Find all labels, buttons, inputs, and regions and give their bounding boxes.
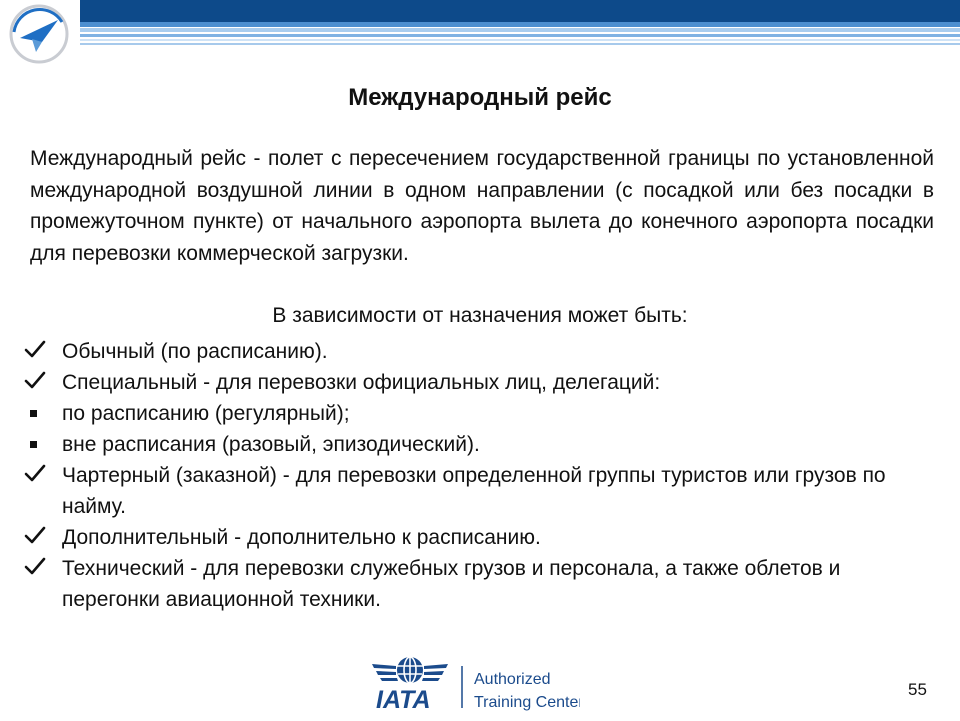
header-stripe	[80, 34, 960, 37]
list-item-text: Технический - для перевозки служебных грузов и персонала, а также облетов и перегонки авиационной техники.	[62, 557, 841, 611]
check-icon	[24, 460, 50, 491]
airplane-logo-icon	[2, 2, 76, 66]
list-item-text: по расписанию (регулярный);	[62, 402, 350, 425]
list-item	[22, 336, 936, 367]
header-stripe	[80, 39, 960, 41]
square-bullet-icon	[24, 398, 50, 429]
header-band	[0, 0, 960, 72]
list-item	[22, 429, 936, 460]
iata-wordmark: IATA	[376, 686, 431, 714]
list-heading-text: В зависимости от назначения может быть:	[272, 304, 688, 327]
check-icon	[24, 522, 50, 553]
check-icon	[24, 336, 50, 367]
header-stripe	[80, 28, 960, 32]
list-heading	[0, 304, 960, 328]
check-icon	[24, 553, 50, 584]
list-item	[22, 367, 936, 398]
definition-paragraph: Международный рейс - полет с пересечением государственной границы по установленной международной воздушной линии в одном направлении (с посадкой или без посадки в промежуточном пункте) от начального аэропорта вылета до конечного аэропорта посадки для перевозки коммерческой загрузки.	[30, 147, 934, 265]
square-bullet-icon	[24, 429, 50, 460]
list-item-text: Специальный - для перевозки официальных лиц, делегаций:	[62, 371, 661, 394]
flight-type-list	[22, 336, 936, 615]
iata-atc-logo	[370, 644, 580, 716]
list-item-text: Обычный (по расписанию).	[62, 340, 328, 363]
header-stripe	[80, 22, 960, 27]
list-item	[22, 522, 936, 553]
check-icon	[24, 367, 50, 398]
list-item	[22, 460, 936, 522]
logo-line-1: Authorized	[474, 671, 551, 688]
list-item-text: вне расписания (разовый, эпизодический).	[62, 433, 480, 456]
list-item	[22, 398, 936, 429]
list-item	[22, 553, 936, 615]
slide-title: Международный рейс	[348, 84, 612, 111]
globe-icon	[372, 657, 448, 683]
list-item-text: Чартерный (заказной) - для перевозки определенной группы туристов или грузов по найму.	[62, 464, 886, 518]
logo-line-2: Training Center	[474, 694, 580, 711]
page-number: 55	[908, 680, 927, 699]
header-stripe	[80, 0, 960, 22]
list-item-text: Дополнительный - дополнительно к расписанию.	[62, 526, 541, 549]
header-stripe	[80, 43, 960, 45]
